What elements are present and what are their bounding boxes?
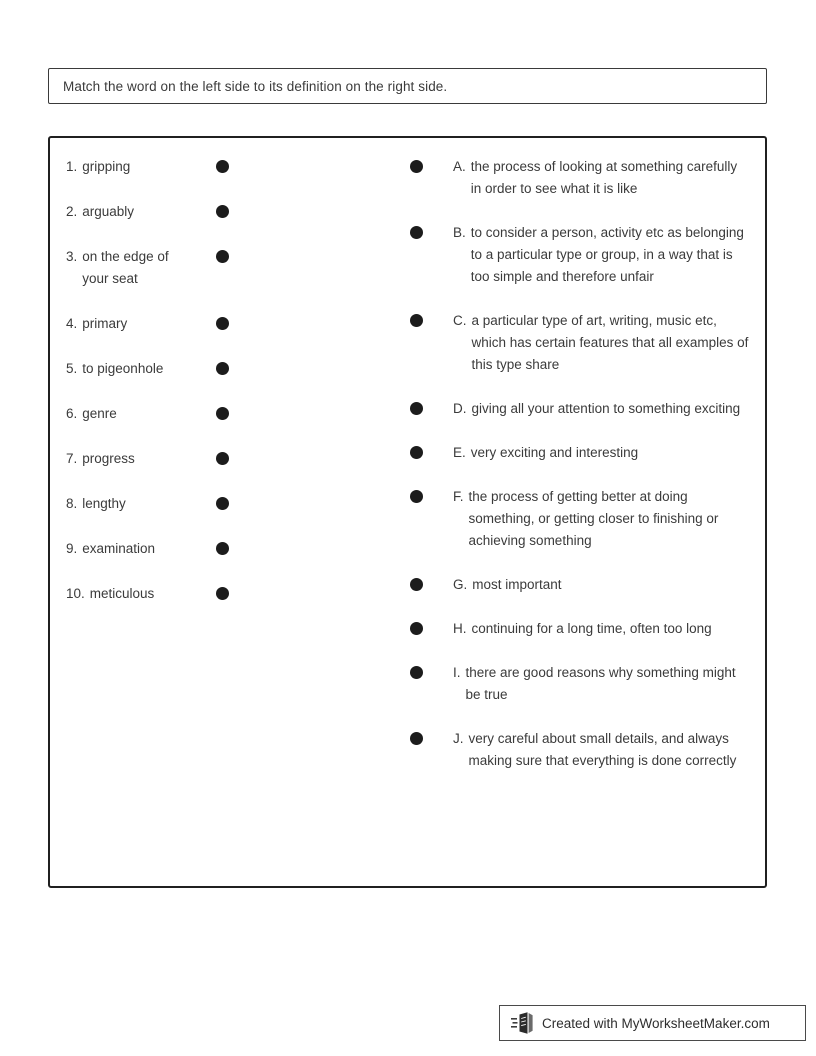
definition-item[interactable] bbox=[410, 618, 755, 640]
definition-item-letter: F. bbox=[453, 489, 464, 504]
definition-body bbox=[453, 728, 747, 772]
word-item[interactable] bbox=[66, 538, 246, 560]
word-item[interactable] bbox=[66, 156, 246, 178]
word-item[interactable] bbox=[66, 493, 246, 515]
definition-match-dot[interactable] bbox=[410, 666, 423, 679]
definition-item-letter: C. bbox=[453, 313, 467, 328]
definition-item-letter: I. bbox=[453, 665, 461, 680]
word-item[interactable] bbox=[66, 448, 246, 470]
definition-match-dot[interactable] bbox=[410, 314, 423, 327]
definition-item-letter: G. bbox=[453, 577, 468, 592]
dot-icon bbox=[410, 446, 423, 459]
word-item[interactable] bbox=[66, 201, 246, 223]
definition-match-dot[interactable] bbox=[410, 578, 423, 591]
definitions-column bbox=[410, 156, 755, 794]
definition-item-letter: D. bbox=[453, 401, 467, 416]
word-item-label: arguably bbox=[82, 204, 135, 219]
word-item-label: primary bbox=[82, 316, 128, 331]
dot-icon bbox=[410, 622, 423, 635]
definition-body bbox=[453, 398, 750, 420]
word-item-label: gripping bbox=[82, 159, 131, 174]
definition-item[interactable] bbox=[410, 398, 755, 420]
definition-item-text: the process of getting better at doing something, or getting closer to finishing or achieving something bbox=[468, 489, 719, 548]
word-item-number: 8. bbox=[66, 496, 78, 511]
definition-match-dot[interactable] bbox=[410, 622, 423, 635]
word-item[interactable] bbox=[66, 313, 246, 335]
definition-item-letter: H. bbox=[453, 621, 467, 636]
definition-item-text: very careful about small details, and always making sure that everything is done correctly bbox=[468, 731, 737, 768]
definition-body bbox=[453, 310, 750, 376]
word-item-number: 5. bbox=[66, 361, 78, 376]
dot-icon bbox=[216, 542, 229, 555]
definition-item[interactable] bbox=[410, 310, 755, 376]
definition-match-dot[interactable] bbox=[410, 226, 423, 239]
definition-item[interactable] bbox=[410, 728, 755, 772]
dot-icon bbox=[216, 407, 229, 420]
dot-icon bbox=[410, 732, 423, 745]
word-item-number: 2. bbox=[66, 204, 78, 219]
word-match-dot[interactable] bbox=[216, 407, 229, 420]
word-item-number: 10. bbox=[66, 586, 85, 601]
dot-icon bbox=[410, 490, 423, 503]
footer-attribution-text: Created with MyWorksheetMaker.com bbox=[542, 1015, 770, 1031]
word-match-dot[interactable] bbox=[216, 497, 229, 510]
word-item-label: examination bbox=[82, 541, 156, 556]
word-item-number: 3. bbox=[66, 249, 78, 264]
dot-icon bbox=[216, 250, 229, 263]
definition-body bbox=[453, 662, 744, 706]
dot-icon bbox=[216, 317, 229, 330]
word-item-number: 6. bbox=[66, 406, 78, 421]
definition-item[interactable] bbox=[410, 662, 755, 706]
definition-body bbox=[453, 442, 749, 464]
definition-match-dot[interactable] bbox=[410, 446, 423, 459]
definition-body bbox=[453, 156, 749, 200]
definition-item-text: to consider a person, activity etc as belonging to a particular type or group, in a way that is too simple and therefore unfair bbox=[470, 225, 744, 284]
dot-icon bbox=[410, 314, 423, 327]
word-item-label: progress bbox=[82, 451, 135, 466]
word-item[interactable] bbox=[66, 583, 246, 605]
definition-item-letter: B. bbox=[453, 225, 466, 240]
definition-item[interactable] bbox=[410, 486, 755, 552]
dot-icon bbox=[216, 160, 229, 173]
word-item-number: 7. bbox=[66, 451, 78, 466]
word-item-number: 4. bbox=[66, 316, 78, 331]
word-match-dot[interactable] bbox=[216, 250, 229, 263]
dot-icon bbox=[216, 497, 229, 510]
word-item[interactable] bbox=[66, 403, 246, 425]
definition-item[interactable] bbox=[410, 574, 755, 596]
worksheet-maker-logo-icon bbox=[510, 1010, 536, 1036]
definition-match-dot[interactable] bbox=[410, 490, 423, 503]
definition-item-text: giving all your attention to something exciting bbox=[471, 401, 741, 416]
definition-item-text: there are good reasons why something might be true bbox=[465, 665, 736, 702]
definition-body bbox=[453, 486, 747, 552]
worksheet-content-box bbox=[48, 136, 767, 888]
definition-item-text: a particular type of art, writing, music etc, which has certain features that all examples of this type share bbox=[471, 313, 749, 372]
definition-item-letter: J. bbox=[453, 731, 464, 746]
word-item-number: 9. bbox=[66, 541, 78, 556]
definition-item-letter: A. bbox=[453, 159, 466, 174]
word-match-dot[interactable] bbox=[216, 542, 229, 555]
dot-icon bbox=[216, 205, 229, 218]
word-match-dot[interactable] bbox=[216, 362, 229, 375]
definition-body bbox=[453, 222, 749, 288]
word-item-number: 1. bbox=[66, 159, 78, 174]
word-item-label: on the edge of your seat bbox=[82, 249, 169, 286]
word-item[interactable] bbox=[66, 358, 246, 380]
dot-icon bbox=[216, 587, 229, 600]
words-column bbox=[66, 156, 246, 628]
word-match-dot[interactable] bbox=[216, 317, 229, 330]
instruction-text: Match the word on the left side to its definition on the right side. bbox=[63, 78, 448, 94]
definition-item[interactable] bbox=[410, 222, 755, 288]
definition-item-text: very exciting and interesting bbox=[470, 445, 639, 460]
dot-icon bbox=[410, 578, 423, 591]
word-match-dot[interactable] bbox=[216, 205, 229, 218]
definition-item[interactable] bbox=[410, 442, 755, 464]
word-match-dot[interactable] bbox=[216, 160, 229, 173]
word-match-dot[interactable] bbox=[216, 452, 229, 465]
dot-icon bbox=[410, 160, 423, 173]
dot-icon bbox=[410, 226, 423, 239]
dot-icon bbox=[216, 362, 229, 375]
word-item-label: meticulous bbox=[89, 586, 155, 601]
instruction-banner bbox=[48, 68, 767, 104]
definition-body bbox=[453, 574, 750, 596]
footer-attribution-badge[interactable] bbox=[499, 1005, 806, 1041]
dot-icon bbox=[410, 402, 423, 415]
definition-item[interactable] bbox=[410, 156, 755, 200]
definition-match-dot[interactable] bbox=[410, 160, 423, 173]
definition-item-letter: E. bbox=[453, 445, 466, 460]
definition-item-text: the process of looking at something carefully in order to see what it is like bbox=[470, 159, 738, 196]
dot-icon bbox=[216, 452, 229, 465]
word-match-dot[interactable] bbox=[216, 587, 229, 600]
word-item-label: lengthy bbox=[82, 496, 126, 511]
definition-match-dot[interactable] bbox=[410, 402, 423, 415]
definition-item-text: continuing for a long time, often too long bbox=[471, 621, 712, 636]
word-item[interactable] bbox=[66, 246, 246, 290]
dot-icon bbox=[410, 666, 423, 679]
word-item-label: to pigeonhole bbox=[82, 361, 164, 376]
definition-body bbox=[453, 618, 750, 640]
definition-match-dot[interactable] bbox=[410, 732, 423, 745]
definition-item-text: most important bbox=[472, 577, 562, 592]
word-item-label: genre bbox=[82, 406, 117, 421]
